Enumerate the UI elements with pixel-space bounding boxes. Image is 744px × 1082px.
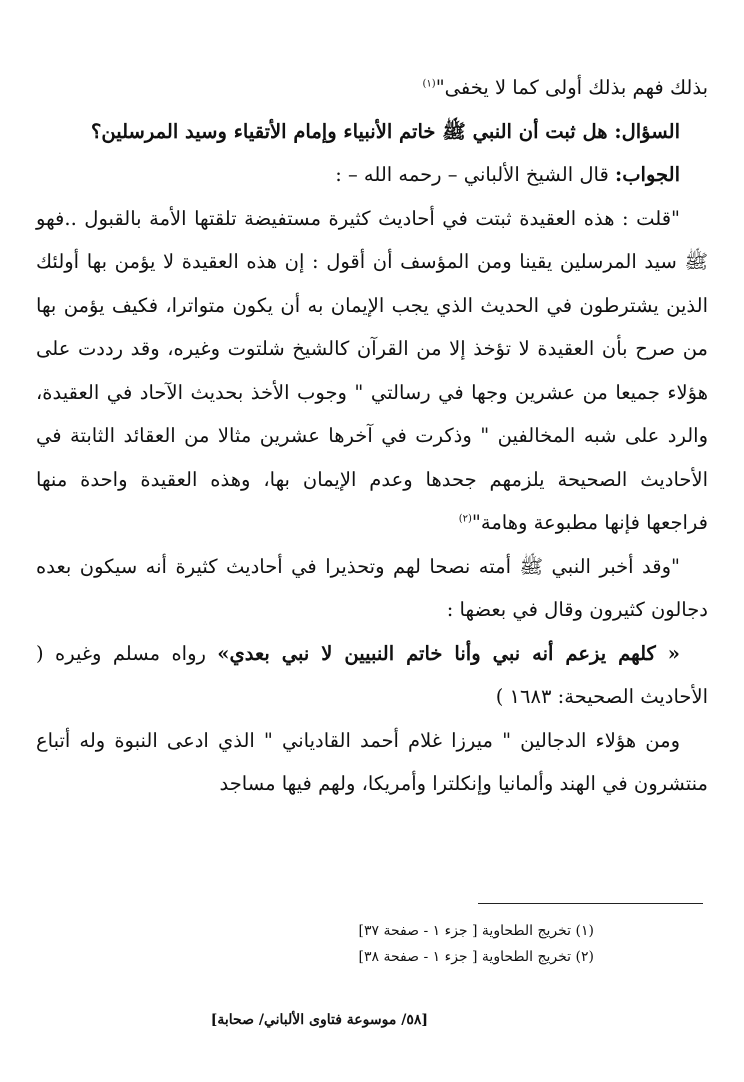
footnotes xyxy=(194,918,594,970)
hadith-source: رواه مسلم وغيره ( الأحاديث الصحيحة: ١٦٨٣ ) xyxy=(36,641,708,708)
question-label: السؤال: xyxy=(614,119,680,143)
answer-paragraph xyxy=(36,153,708,197)
quote-paragraph-2: "وقد أخبر النبي ﷺ أمته نصحا لهم وتحذيرا في أحاديث كثيرة أنه سيكون بعده دجالون كثيرون وقال في بعضها : xyxy=(36,554,708,621)
page-footer: [٥٨/ موسوعة فتاوى الألباني/ صحابة] xyxy=(210,1012,428,1028)
hadith-quote: « كلهم يزعم أنه نبي وأنا خاتم النبيين لا نبي بعدي» xyxy=(217,641,680,665)
footnote-divider xyxy=(478,903,703,904)
quote-paragraph-1: "قلت : هذه العقيدة ثبتت في أحاديث كثيرة مستفيضة تلقتها الأمة بالقبول ..فهو ﷺ سيد المرسلين يقينا ومن المؤسف أن أقول : إن هذه العقيدة لا يؤمن بها أولئك الذين يشترطون في الحديث الذي يجب الإيمان به أن يكون متواترا، فكيف يؤمن بها من صرح بأن العقيدة لا تؤخذ إلا من القرآن كالشيخ شلتوت وغيره، وقد رددت على هؤلاء جميعا من عشرين وجها في رسالتي " وجوب الأخذ بحديث الآحاد في العقيدة، والرد على شبه المخالفين " وذكرت في آخرها عشرين مثالا من العقائد الثابتة في الأحاديث الصحيحة يلزمهم جحدها وعدم الإيمان بها، وهذه العقيدة واحدة منها فراجعها فإنها مطبوعة وهامة"$^{(٢)}$ xyxy=(36,206,708,534)
line-continuation: بذلك فهم بذلك أولى كما لا يخفى"$^{(١)}$ xyxy=(422,76,708,99)
answer-label: الجواب: xyxy=(615,163,680,186)
footnote-2: (٢) تخريج الطحاوية [ جزء ١ - صفحة ٣٨] xyxy=(358,949,594,965)
hadith-paragraph xyxy=(36,632,708,719)
paragraph-3: ومن هؤلاء الدجالين " ميرزا غلام أحمد القادياني " الذي ادعى النبوة وله أتباع منتشرون في الهند وألمانيا وإنكلترا وأمريكا، ولهم فيها مساجد xyxy=(36,728,708,795)
footnote-ref-2: (٢) xyxy=(458,513,472,525)
main-text xyxy=(36,66,708,806)
answer-intro: قال الشيخ الألباني – رحمه الله – : xyxy=(335,163,615,186)
footnote-1: (١) تخريج الطحاوية [ جزء ١ - صفحة ٣٧] xyxy=(358,923,594,939)
question-text: هل ثبت أن النبي ﷺ خاتم الأنبياء وإمام الأتقياء وسيد المرسلين؟ xyxy=(91,119,615,143)
question-paragraph xyxy=(36,110,708,154)
footnote-ref-1: (١) xyxy=(422,78,436,90)
